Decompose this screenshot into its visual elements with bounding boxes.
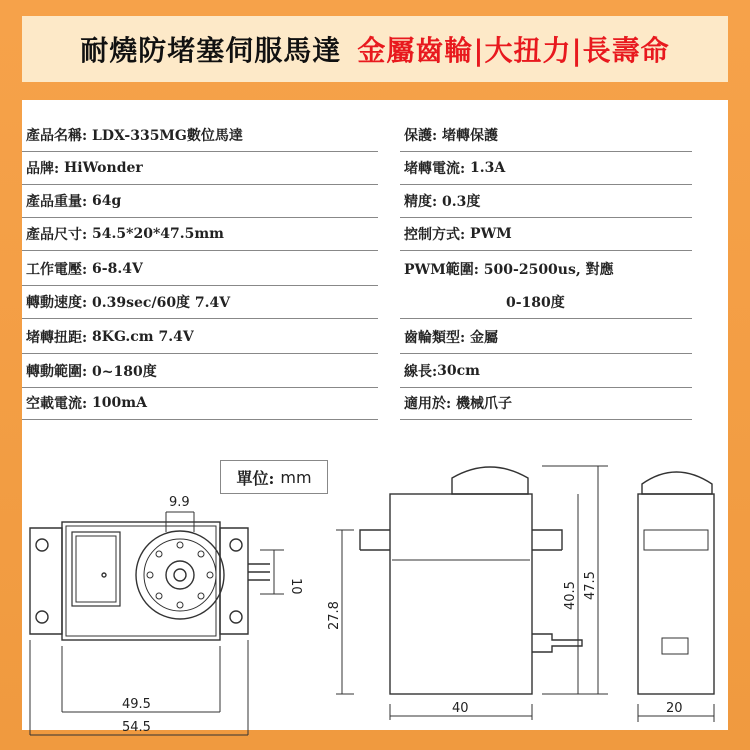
spec-row-cable <box>400 354 692 388</box>
spec-label: 精度: <box>404 193 438 210</box>
technical-drawing <box>22 460 728 735</box>
product-title: 耐燒防堵塞伺服馬達 <box>80 34 342 67</box>
spec-row-pwm <box>400 252 692 285</box>
spec-label: 空載電流: <box>26 395 88 412</box>
spec-value: 機械爪子 <box>456 395 513 412</box>
spec-label: 轉動速度: <box>26 294 88 311</box>
spec-card <box>22 100 728 735</box>
spec-label: 工作電壓: <box>26 261 88 278</box>
spec-value: 0.3度 <box>442 193 481 210</box>
horn-center <box>166 561 194 589</box>
dim-label: 9.9 <box>169 495 190 510</box>
dim-label: 27.8 <box>327 601 342 630</box>
unit-value: mm <box>280 467 312 487</box>
spec-label: 堵轉扭距: <box>26 329 88 346</box>
spec-label: 齒輪類型: <box>404 329 466 346</box>
spec-value: 0.39sec/60度 7.4V <box>92 294 231 311</box>
top-body-inner <box>66 526 216 636</box>
feature-tagline: 金屬齒輪|大扭力|長壽命 <box>357 34 670 67</box>
horn-screw-icon <box>174 569 186 581</box>
spec-row-name <box>22 118 378 152</box>
unit-label: 單位: <box>236 468 275 488</box>
spec-value: 6-8.4V <box>92 260 143 277</box>
case-panel-inner <box>76 536 116 602</box>
spec-value: 1.3A <box>470 159 506 176</box>
spec-label: 產品名稱: <box>26 127 88 144</box>
mount-hole-icon <box>230 539 242 551</box>
spec-row-current <box>22 386 378 420</box>
spec-value: 0~180度 <box>92 363 157 380</box>
spec-row-protection <box>400 118 692 152</box>
spec-label: 產品尺寸: <box>26 226 88 243</box>
spec-row-precision <box>400 184 692 218</box>
spec-value: 30cm <box>437 362 480 379</box>
spec-value: HiWonder <box>64 159 143 176</box>
top-body <box>62 522 220 640</box>
case-panel <box>72 532 120 606</box>
spec-row-control <box>400 217 692 251</box>
dim-label: 20 <box>666 701 683 716</box>
dim-label: 54.5 <box>122 720 151 735</box>
side-view <box>360 467 582 694</box>
spec-label: 線長: <box>404 363 438 380</box>
spec-row-pwm-cont <box>400 285 692 319</box>
dim-label: 49.5 <box>122 697 151 712</box>
side-horn <box>452 467 528 494</box>
spec-value: 0-180度 <box>506 294 565 311</box>
mount-hole-icon <box>36 539 48 551</box>
top-dim-lines <box>30 512 284 735</box>
spec-row-size <box>22 217 378 251</box>
cable-exit <box>532 634 582 652</box>
end-body <box>638 494 714 694</box>
end-view <box>638 472 714 694</box>
top-view <box>30 522 270 640</box>
horn-outer <box>136 531 224 619</box>
spec-value: PWM <box>470 225 512 242</box>
title-banner <box>22 16 728 82</box>
mount-tab-left <box>30 528 62 634</box>
dim-label: 47.5 <box>583 571 598 600</box>
spec-label: 堵轉電流: <box>404 160 466 177</box>
spec-value: 8KG.cm 7.4V <box>92 328 194 345</box>
mount-hole-icon <box>36 611 48 623</box>
spec-label: 保護: <box>404 127 438 144</box>
spec-value: LDX-335MG數位馬達 <box>92 127 243 144</box>
dim-label: 10 <box>288 578 303 595</box>
side-mount-right <box>532 530 562 550</box>
spec-value: 64g <box>92 192 122 209</box>
side-body <box>390 494 532 694</box>
spec-row-gear <box>400 320 692 354</box>
spec-row-voltage <box>22 252 378 286</box>
screw-icon <box>102 573 106 577</box>
spec-row-torque <box>22 320 378 354</box>
spec-row-stall-current <box>400 151 692 185</box>
spec-row-range <box>22 354 378 388</box>
spec-label: 控制方式: <box>404 226 466 243</box>
spec-value: 金屬 <box>470 329 499 346</box>
side-mount-left <box>360 530 390 550</box>
spec-value: 堵轉保護 <box>442 127 499 144</box>
spec-row-weight <box>22 184 378 218</box>
spec-label: 適用於: <box>404 395 452 412</box>
dim-label: 40.5 <box>563 581 578 610</box>
dim-label: 40 <box>452 701 469 716</box>
spec-value: 54.5*20*47.5mm <box>92 225 224 242</box>
spec-label: 品牌: <box>26 160 60 177</box>
end-horn <box>642 472 712 494</box>
connector-icon <box>662 638 688 654</box>
spec-label: 轉動範圍: <box>26 363 88 380</box>
horn-ring <box>144 539 216 611</box>
cable-wires <box>248 564 270 580</box>
spec-row-speed <box>22 285 378 319</box>
spec-value: 100mA <box>92 394 147 411</box>
spec-row-application <box>400 386 692 420</box>
spec-label: 產品重量: <box>26 193 88 210</box>
spec-label: PWM範圍: <box>404 261 479 278</box>
end-mount <box>644 530 708 550</box>
spec-value: 500-2500us, 對應 <box>483 261 614 278</box>
spec-row-brand <box>22 151 378 185</box>
mount-hole-icon <box>230 611 242 623</box>
